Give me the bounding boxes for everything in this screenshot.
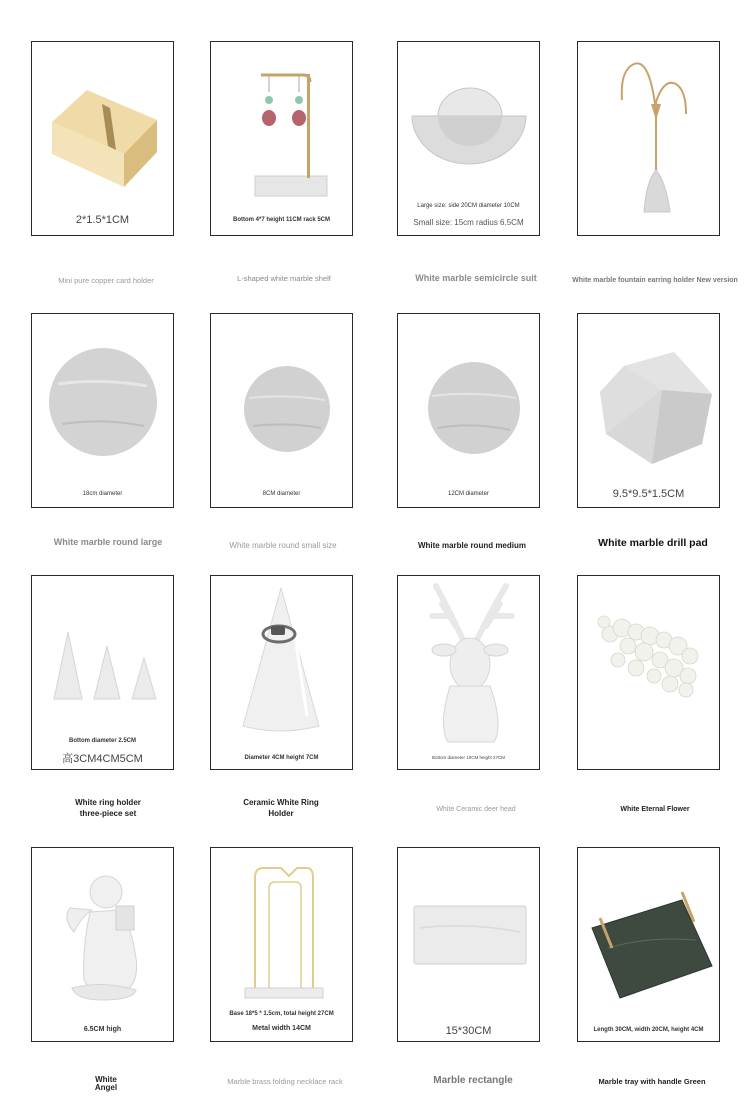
caption-metal: Metal width 14CM [252, 1025, 311, 1032]
product-card-ring-holder-set[interactable] [31, 575, 174, 770]
product-title[interactable]: White [95, 1075, 117, 1084]
caption: Length 30CM, width 20CM, height 4CM [593, 1027, 704, 1033]
product-title[interactable]: White marble drill pad [598, 537, 708, 549]
product-card-eternal-flower[interactable] [577, 575, 720, 770]
product-card-fountain-earring-holder[interactable] [577, 41, 720, 236]
product-title[interactable]: White Eternal Flower [620, 806, 690, 813]
round-large-image [32, 314, 174, 508]
caption: Diameter 4CM height 7CM [244, 755, 319, 761]
product-title-line2[interactable]: Holder [268, 809, 294, 818]
fountain-earring-holder-image [578, 42, 720, 236]
product-title[interactable]: White marble round small size [229, 541, 337, 550]
caption: 18cm diameter [82, 491, 123, 497]
product-card-round-medium[interactable] [397, 313, 540, 508]
product-title[interactable]: Marble tray with handle Green [598, 1077, 706, 1086]
product-card-ceramic-ring-holder[interactable] [210, 575, 353, 770]
caption-small: Small size: 15cm radius 6.5CM [413, 218, 524, 227]
caption: 8CM diameter [262, 491, 301, 497]
product-card-copper-card-holder[interactable] [31, 41, 174, 236]
marble-tray-green-image [578, 848, 720, 1042]
caption: Bottom diameter 2.5CM [68, 738, 136, 744]
ceramic-ring-holder-image [211, 576, 353, 770]
caption: Bottom diameter 10CM height 27CM [431, 755, 506, 760]
product-card-marble-rectangle[interactable] [397, 847, 540, 1042]
product-title[interactable]: White ring holder [75, 798, 141, 807]
marble-rectangle-image [398, 848, 540, 1042]
product-title[interactable]: White marble round medium [417, 541, 526, 550]
copper-card-holder-image [32, 42, 174, 236]
product-title[interactable]: White marble fountain earring holder New version [572, 277, 738, 284]
caption-heights: 高3CM4CM5CM [62, 753, 143, 765]
product-card-semicircle-suit[interactable] [397, 41, 540, 236]
caption: 15*30CM [445, 1025, 492, 1037]
caption: 12CM diameter [447, 491, 489, 497]
product-card-deer-head[interactable] [397, 575, 540, 770]
l-shaped-shelf-image [211, 42, 353, 236]
product-title[interactable]: Marble brass folding necklace rack [227, 1077, 343, 1086]
caption: 9.5*9.5*1.5CM [612, 488, 685, 500]
product-title[interactable]: White marble round large [53, 537, 163, 547]
caption-large: Large size: side 20CM diameter 10CM [417, 203, 520, 209]
product-title[interactable]: L-shaped white marble shelf [237, 274, 331, 283]
caption: 2*1.5*1CM [75, 214, 130, 226]
deer-head-image [398, 576, 540, 770]
product-title[interactable]: Marble rectangle [433, 1075, 513, 1086]
drill-pad-image [578, 314, 720, 508]
white-angel-image [32, 848, 174, 1042]
product-title-line2[interactable]: Angel [94, 1083, 118, 1092]
product-card-marble-tray-green[interactable] [577, 847, 720, 1042]
round-small-image [211, 314, 353, 508]
product-card-drill-pad[interactable] [577, 313, 720, 508]
caption: 6.5CM high [83, 1026, 122, 1033]
product-card-l-shaped-shelf[interactable] [210, 41, 353, 236]
product-card-white-angel[interactable] [31, 847, 174, 1042]
round-medium-image [398, 314, 540, 508]
caption: Bottom 4*7 height 11CM rack 5CM [232, 217, 331, 223]
product-card-round-large[interactable] [31, 313, 174, 508]
product-title-line2[interactable]: three-piece set [79, 809, 137, 818]
eternal-flower-image [578, 576, 720, 770]
product-title[interactable]: Mini pure copper card holder [58, 276, 154, 285]
product-card-round-small[interactable] [210, 313, 353, 508]
caption-base: Base 18*5 * 1.5cm, total height 27CM [229, 1011, 334, 1017]
product-card-brass-necklace-rack[interactable] [210, 847, 353, 1042]
product-title[interactable]: Ceramic White Ring [243, 798, 319, 807]
product-title[interactable]: White marble semicircle suit [415, 273, 537, 283]
product-title[interactable]: White Ceramic deer head [436, 806, 516, 813]
